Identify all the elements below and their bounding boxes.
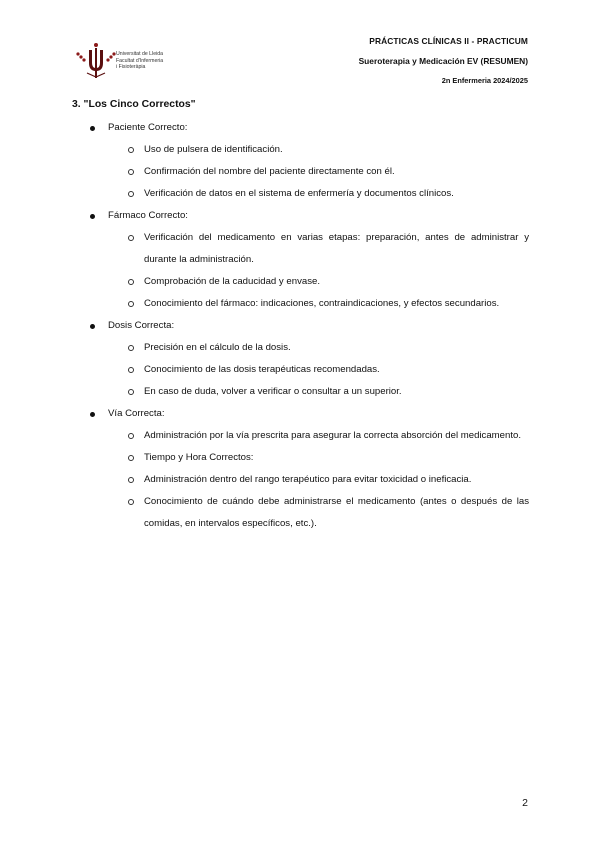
sub-item: En caso de duda, volver a verificar o consultar a un superior. — [108, 381, 529, 403]
sub-list — [108, 139, 529, 205]
sub-item: Conocimiento de las dosis terapéuticas recomendadas. — [108, 359, 529, 381]
sub-list — [108, 425, 529, 535]
sub-item: Administración por la vía prescrita para asegurar la correcta absorción del medicamento. — [108, 425, 529, 447]
sub-item: Uso de pulsera de identificación. — [108, 139, 529, 161]
sub-item: Verificación del medicamento en varias etapas: preparación, antes de administrar y durante la administración. — [108, 227, 529, 271]
sub-list — [108, 227, 529, 315]
document-header — [359, 36, 528, 86]
sub-item: Conocimiento del fármaco: indicaciones, contraindicaciones, y efectos secundarios. — [108, 293, 529, 315]
logo-line-1: Universitat de Lleida — [116, 51, 164, 58]
item-label: Dosis Correcta: — [108, 320, 175, 331]
item-label: Paciente Correcto: — [108, 122, 188, 133]
rights-list — [72, 117, 529, 535]
sub-item: Confirmación del nombre del paciente directamente con él. — [108, 161, 529, 183]
section-title: 3. "Los Cinco Correctos" — [72, 99, 196, 110]
list-item — [72, 117, 529, 205]
sub-item: Precisión en el cálculo de la dosis. — [108, 337, 529, 359]
main-content — [72, 117, 529, 535]
university-emblem-icon — [74, 41, 118, 81]
sub-item: Conocimiento de cuándo debe administrarse el medicamento (antes o después de las comidas, en intervalos específicos, etc.). — [108, 491, 529, 535]
item-label: Vía Correcta: — [108, 408, 165, 419]
page-number: 2 — [522, 797, 528, 809]
header-title: PRÁCTICAS CLÍNICAS II - PRACTICUM — [369, 36, 528, 46]
header-subtitle: Sueroterapia y Medicación EV (RESUMEN) — [358, 56, 528, 66]
sub-item: Comprobación de la caducidad y envase. — [108, 271, 529, 293]
logo-line-2: Facultat d'Infermeria — [116, 57, 164, 64]
sub-item: Administración dentro del rango terapéutico para evitar toxicidad o ineficacia. — [108, 469, 529, 491]
sub-list — [108, 337, 529, 403]
university-name — [116, 51, 163, 70]
list-item — [72, 403, 529, 535]
list-item — [72, 315, 529, 403]
header-course: 2n Enfermeria 2024/2025 — [441, 76, 528, 85]
list-item — [72, 205, 529, 315]
logo-line-3: i Fisioteràpia — [116, 64, 146, 71]
item-label: Fármaco Correcto: — [108, 210, 188, 221]
sub-item: Tiempo y Hora Correctos: — [108, 447, 529, 469]
sub-item: Verificación de datos en el sistema de enfermería y documentos clínicos. — [108, 183, 529, 205]
university-logo — [74, 40, 184, 82]
